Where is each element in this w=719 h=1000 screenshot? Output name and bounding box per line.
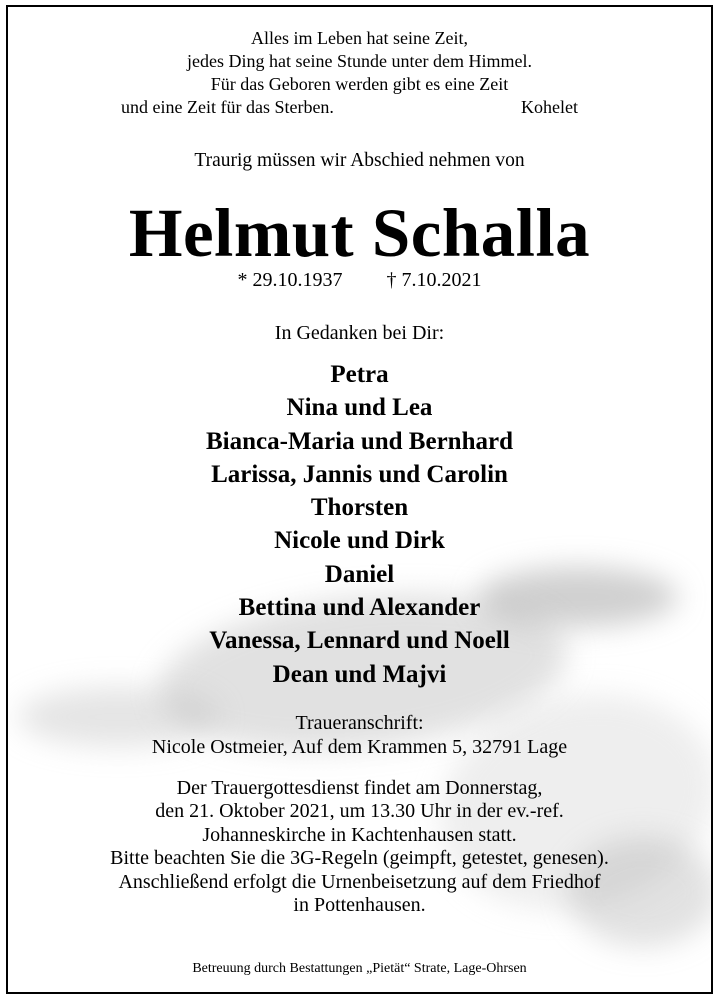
address-label: Traueranschrift: bbox=[295, 712, 424, 734]
family-member: Thorsten bbox=[310, 494, 409, 522]
family-list bbox=[8, 358, 711, 691]
intro-text: Traurig müssen wir Abschied nehmen von bbox=[194, 150, 525, 171]
quote-last-line bbox=[8, 96, 711, 119]
mourning-address bbox=[8, 711, 711, 759]
quote-block bbox=[8, 27, 711, 119]
service-line: den 21. Oktober 2021, um 13.30 Uhr in der ev.-ref. bbox=[155, 800, 564, 823]
family-member: Daniel bbox=[324, 560, 395, 588]
family-member: Larissa, Jannis und Carolin bbox=[211, 460, 508, 488]
family-member: Nina und Lea bbox=[286, 394, 433, 422]
service-info bbox=[8, 777, 711, 917]
quote-author: Kohelet bbox=[521, 97, 578, 117]
quote-line: jedes Ding hat seine Stunde unter dem Himmel. bbox=[187, 51, 532, 71]
life-dates bbox=[8, 269, 711, 292]
deceased-name: Helmut Schalla bbox=[128, 195, 591, 271]
quote-line: und eine Zeit für das Sterben. bbox=[121, 97, 334, 117]
service-line: Der Trauergottesdienst findet am Donnerstag, bbox=[176, 777, 543, 799]
quote-line: Für das Geboren werden gibt es eine Zeit bbox=[210, 74, 509, 94]
service-line: in Pottenhausen. bbox=[293, 894, 426, 917]
birth-date: * 29.10.1937 bbox=[237, 269, 343, 291]
service-line: Bitte beachten Sie die 3G-Regeln (geimpft, getestet, genesen). bbox=[110, 847, 609, 870]
family-member: Nicole und Dirk bbox=[274, 527, 445, 555]
thoughts-heading: In Gedanken bei Dir: bbox=[274, 322, 445, 344]
funeral-home-credit: Betreuung durch Bestattungen „Pietät“ Strate, Lage-Ohrsen bbox=[192, 961, 527, 976]
family-member: Petra bbox=[330, 361, 389, 388]
service-line: Johanneskirche in Kachtenhausen statt. bbox=[202, 823, 517, 846]
quote-line: Alles im Leben hat seine Zeit, bbox=[251, 28, 468, 48]
family-member: Vanessa, Lennard und Noell bbox=[209, 627, 510, 655]
family-member: Bettina und Alexander bbox=[238, 594, 481, 622]
service-line: Anschließend erfolgt die Urnenbeisetzung auf dem Friedhof bbox=[118, 870, 601, 893]
address-value: Nicole Ostmeier, Auf dem Krammen 5, 32791 Lage bbox=[151, 736, 568, 758]
obituary-frame bbox=[6, 5, 713, 994]
family-member: Dean und Majvi bbox=[272, 660, 447, 688]
death-date: † 7.10.2021 bbox=[386, 269, 482, 291]
family-member: Bianca-Maria und Bernhard bbox=[206, 427, 513, 455]
